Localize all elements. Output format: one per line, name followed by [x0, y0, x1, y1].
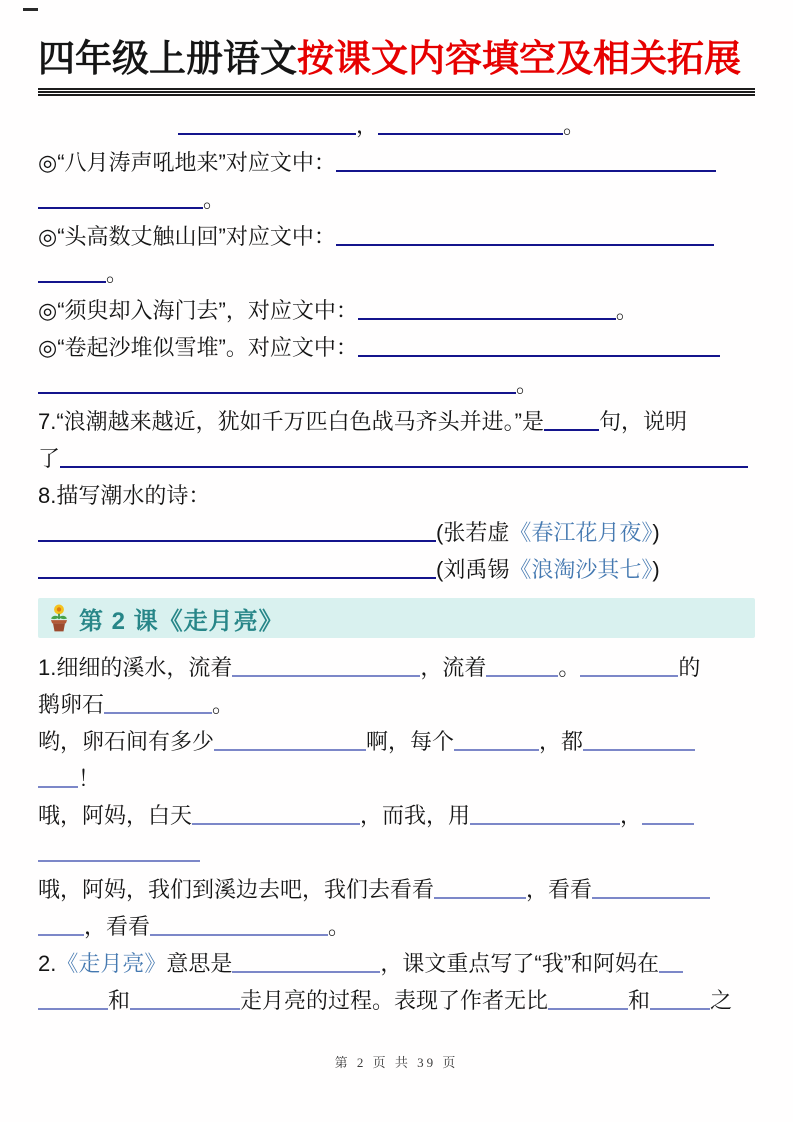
text-segment: 啊，每个 [366, 729, 455, 755]
worksheet-line [38, 149, 755, 177]
text-segment: 句，说明 [599, 409, 688, 435]
text-segment: 1.细细的溪水，流着 [38, 655, 233, 681]
worksheet-line [38, 839, 755, 867]
fill-in-blank-line [38, 392, 516, 394]
section-2-header [38, 598, 755, 638]
text-segment: ) [652, 557, 660, 583]
fill-in-blank-line [38, 860, 200, 862]
text-segment: 2. [38, 951, 57, 977]
fill-in-blank-line [178, 133, 356, 135]
worksheet-line [38, 334, 755, 362]
fill-in-blank-line [336, 244, 714, 246]
fill-in-blank-line [130, 1008, 240, 1010]
fill-in-blank-line [38, 1008, 108, 1010]
fill-in-blank-line [232, 971, 380, 973]
text-segment: 。 [558, 655, 581, 681]
worksheet-line [38, 913, 755, 941]
fill-in-blank-line [38, 577, 436, 579]
fill-in-blank-line [544, 429, 599, 431]
text-segment: 。 [563, 113, 586, 139]
text-segment: 。 [328, 914, 351, 940]
text-segment: 和 [108, 988, 131, 1014]
fill-in-blank-line [358, 318, 616, 320]
fill-in-blank-line [470, 823, 620, 825]
worksheet-line [38, 987, 755, 1015]
text-segment: ) [652, 520, 660, 546]
text-segment: 。 [106, 261, 129, 287]
page-title [38, 36, 755, 82]
title-topic-part: 按课文内容填空及相关拓展 [297, 38, 741, 79]
fill-in-blank-line [378, 133, 563, 135]
fill-in-blank-line [104, 712, 212, 714]
worksheet-line [38, 297, 755, 325]
text-segment: ◎“须臾却入海门去”，对应文中： [38, 298, 358, 324]
title-divider [38, 88, 755, 96]
title-grade-part: 四年级上册语文 [38, 38, 297, 79]
worksheet-line [38, 186, 755, 214]
worksheet-line [38, 691, 755, 719]
fill-in-blank-line [358, 355, 720, 357]
section-1-body [38, 112, 755, 584]
text-segment: ，而我，用 [360, 803, 471, 829]
text-segment: ！ [78, 766, 101, 792]
fill-in-blank-line [150, 934, 328, 936]
text-segment: ，课文重点写了“我”和阿妈在 [380, 951, 660, 977]
section-2-body [38, 654, 755, 1015]
text-segment: 鹅卵石 [38, 692, 105, 718]
book-title-text: 《浪淘沙其七》 [509, 557, 653, 583]
worksheet-line [38, 223, 755, 251]
worksheet-line [38, 728, 755, 756]
fill-in-blank-line [659, 971, 683, 973]
book-title-text: 《春江花月夜》 [509, 520, 653, 546]
worksheet-line [38, 371, 755, 399]
text-segment: ， [620, 803, 643, 829]
fill-in-blank-line [38, 934, 84, 936]
text-segment: ， [356, 113, 379, 139]
worksheet-line [38, 482, 755, 510]
worksheet-line [38, 802, 755, 830]
fill-in-blank-line [38, 207, 203, 209]
text-segment: ◎“八月涛声吼地来”对应文中： [38, 150, 336, 176]
worksheet-line [38, 654, 755, 682]
worksheet-line [38, 260, 755, 288]
text-segment: 。 [203, 187, 226, 213]
fill-in-blank-line [583, 749, 695, 751]
fill-in-blank-line [580, 675, 678, 677]
section-2-title: 第 2 课《走月亮》 [79, 607, 284, 635]
worksheet-line [38, 950, 755, 978]
fill-in-blank-line [38, 540, 436, 542]
worksheet-line [38, 876, 755, 904]
page-corner-artifact [23, 8, 38, 11]
fill-in-blank-line [592, 897, 710, 899]
text-segment: 8.描写潮水的诗： [38, 483, 211, 509]
text-segment: 之 [710, 988, 733, 1014]
text-segment: 。 [615, 298, 638, 324]
fill-in-blank-line [38, 786, 78, 788]
fill-in-blank-line [548, 1008, 628, 1010]
text-segment: (张若虚 [436, 520, 510, 546]
text-segment: ，流着 [420, 655, 487, 681]
fill-in-blank-line [192, 823, 360, 825]
text-segment: 和 [628, 988, 651, 1014]
page-number: 第 2 页 共 39 页 [334, 1055, 459, 1070]
text-segment: 了 [38, 446, 61, 472]
fill-in-blank-line [214, 749, 366, 751]
text-segment: ，都 [539, 729, 584, 755]
fill-in-blank-line [60, 466, 748, 468]
fill-in-blank-line [650, 1008, 710, 1010]
text-segment: ◎“卷起沙堆似雪堆”。对应文中： [38, 335, 358, 361]
fill-in-blank-line [454, 749, 539, 751]
text-segment: ，看看 [526, 877, 593, 903]
book-title-text: 《走月亮》 [56, 951, 167, 977]
worksheet-line [38, 519, 755, 547]
fill-in-blank-line [486, 675, 558, 677]
fill-in-blank-line [434, 897, 526, 899]
text-segment: 。 [516, 372, 539, 398]
text-segment: 哟，卵石间有多少 [38, 729, 215, 755]
text-segment: 哦，阿妈，我们到溪边去吧，我们去看看 [38, 877, 435, 903]
text-segment: ◎“头高数丈触山回”对应文中： [38, 224, 336, 250]
worksheet-line [38, 445, 755, 473]
text-segment: ，看看 [84, 914, 151, 940]
worksheet-line [38, 408, 755, 436]
potted-flower-icon [46, 603, 72, 633]
fill-in-blank-line [232, 675, 420, 677]
text-segment: 的 [678, 655, 701, 681]
worksheet-line [38, 112, 755, 140]
text-segment: 哦，阿妈，白天 [38, 803, 193, 829]
worksheet-line [38, 765, 755, 793]
fill-in-blank-line [38, 281, 106, 283]
text-segment: 走月亮的过程。表现了作者无比 [240, 988, 549, 1014]
text-segment: 意思是 [166, 951, 233, 977]
text-segment: 7.“浪潮越来越近，犹如千万匹白色战马齐头并进。”是 [38, 409, 545, 435]
fill-in-blank-line [336, 170, 716, 172]
worksheet-line [38, 556, 755, 584]
text-segment: (刘禹锡 [436, 557, 510, 583]
fill-in-blank-line [642, 823, 694, 825]
text-segment: 。 [212, 692, 235, 718]
